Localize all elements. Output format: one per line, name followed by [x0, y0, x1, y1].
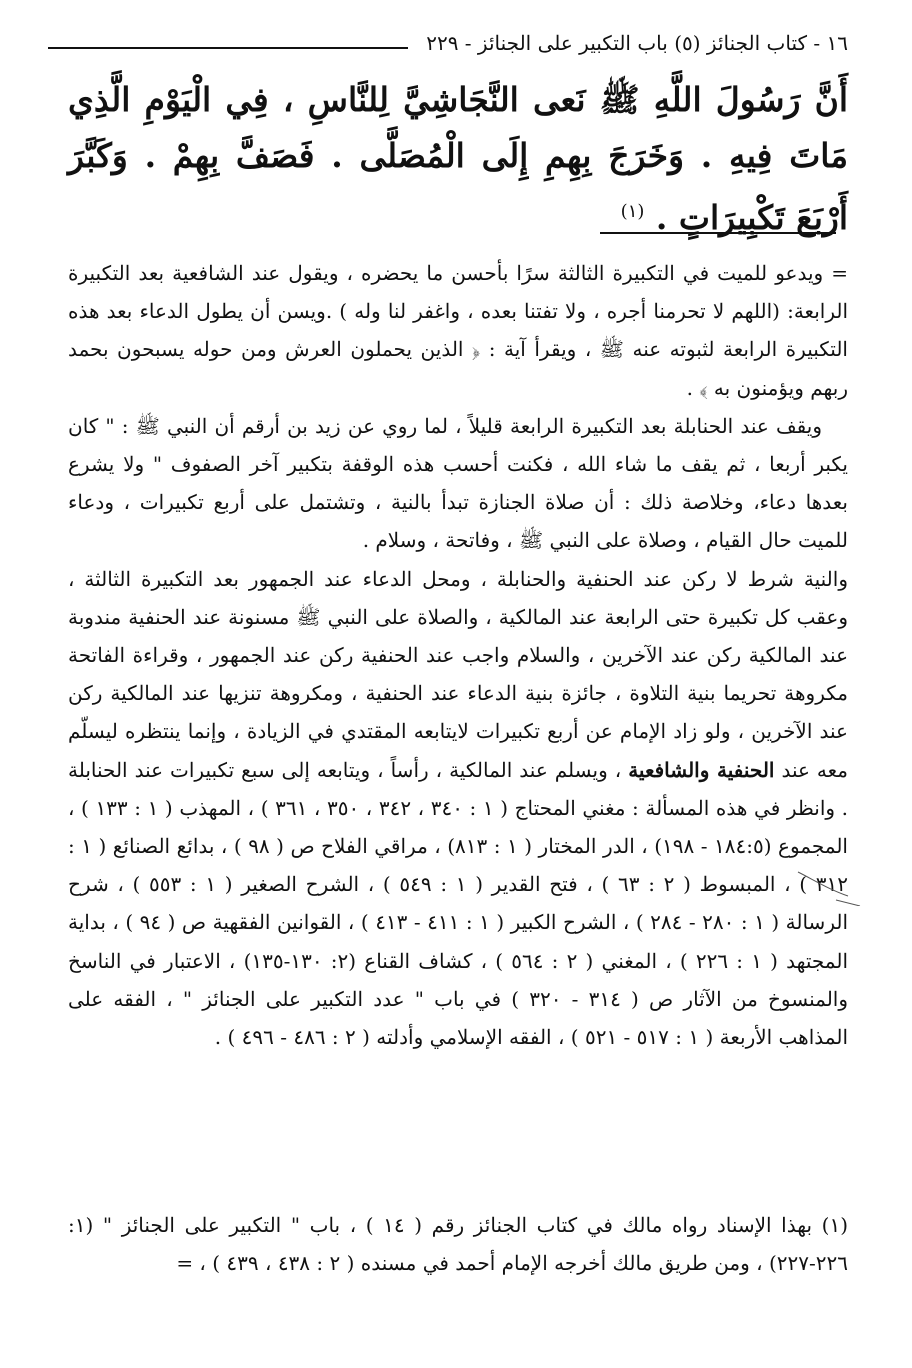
hadith-text: أَنَّ رَسُولَ اللَّهِ ﷺ نَعى النَّجَاشِيَّ لِلنَّاسِ ، فِي الْيَوْمِ الَّذِي مَاتَ فِيهِ . وَخَرَجَ بِهِمِ إِلَى الْمُصَلَّى . فَصَفَّ بِهِمْ . وَكَبَّرَ أَرْبَعَ تَكْبِيرَاتٍ .: [68, 80, 848, 237]
commentary-bold-schools: الحنفية والشافعية: [628, 757, 775, 782]
commentary-paragraph-3-part-2: ، ويسلم عند المالكية ، رأساً ، ويتابعه إلى سبع تكبيرات عند الحنابلة . وانظر في هذه المسألة : مغني المحتاج ( ١ : ٣٤٠ ، ٣٤٢ ، ٣٥٠ ، ٣٦١ ) ، المهذب ( ١ : ١٣٣ ) ، المجموع (١٨٤:٥ - ١٩٨) ، الدر المختار ( ١ : ٨١٣) ، مراقي الفلاح ص ( ٩٨ ) ، بدائع الصنائع ( ١ : ٣١٢ ) ، المبسوط ( ٢ : ٦٣ ) ، فتح القدير ( ١ : ٥٤٩ ) ، الشرح الصغير ( ١ : ٥٥٣ ) ، شرح الرسالة ( ١ : ٢٨٠ - ٢٨٤ ) ، الشرح الكبير ( ١ : ٤١١ - ٤١٣ ) ، القوانين الفقهية ص ( ٩٤ ) ، بداية المجتهد ( ١ : ٢٢٦ ) ، المغني ( ٢ : ٥٦٤ ) ، كشاف القناع (٢: ١٣٠-١٣٥) ، الاعتبار في الناسخ والمنسوخ من الآثار ص ( ٣١٤ - ٣٢٠ ) في باب " عدد التكبير على الجنائز " ، الفقه على المذاهب الأربعة ( ١ : ٥١٧ - ٥٢١ ) ، الفقه الإسلامي وأدلته ( ٢ : ٤٨٦ - ٤٩٦ ) .: [68, 757, 849, 1050]
commentary-paragraph-3: [68, 560, 848, 1057]
hadith-footnote-marker: (١): [620, 201, 645, 222]
pen-mark-decoration: [796, 866, 862, 906]
running-header: [48, 28, 848, 60]
footnotes-block: [68, 1206, 848, 1282]
commentary-block: [68, 254, 848, 1056]
hadith-text-block: [68, 72, 848, 246]
footnote-1: [68, 1206, 848, 1282]
footnote-1-text: بهذا الإسناد رواه مالك في كتاب الجنائز رقم ( ١٤ ) ، باب " التكبير على الجنائز " (١: ٢٢٦-٢٢٧) ، ومن طريق مالك أخرجه الإمام أحمد في مسنده ( ٢ : ٤٣٨ ، ٤٣٩ ) ، =: [68, 1213, 848, 1275]
commentary-paragraph-1: = ويدعو للميت في التكبيرة الثالثة سرًا بأحسن ما يحضره ، ويقول عند الشافعية بعد التكبيرة الرابعة: (اللهم لا تحرمنا أجره ، ولا تفتنا بعده ، واغفر لنا وله ) .ويسن أن يطول الدعاء بعد هذه التكبيرة الرابعة لثبوته عنه ﷺ ، ويقرأ آية : ﴿ الذين يحملون العرش ومن حوله يسبحون بحمد ربهم ويؤمنون به ﴾ .: [68, 261, 849, 400]
commentary-paragraph-3-part-1: والنية شرط لا ركن عند الحنفية والحنابلة ، ومحل الدعاء عند الجمهور بعد التكبيرة الثالثة ، وعقب كل تكبيرة حتى الرابعة عند المالكية ، والصلاة على النبي ﷺ مسنونة عند الحنفية مندوبة عند المالكية ركن عند الآخرين ، والسلام واجب عند الحنفية ركن عند الجمهور ، وقراءة الفاتحة مكروهة تحريما بنية التلاوة ، جائزة بنية الدعاء عند الحنفية ، ومكروهة تنزيها عند المالكية ركن عند الآخرين ، ولو زاد الإمام عن أربع تكبيرات لايتابعه المقتدي في الزيادة ، وإنما ينتظره ليسلّم معه عند: [68, 566, 849, 782]
commentary-paragraph-2: ويقف عند الحنابلة بعد التكبيرة الرابعة قليلاً ، لما روي عن زيد بن أرقم أن النبي ﷺ : " كان يكبر أربعا ، ثم يقف ما شاء الله ، فكنت أحسب هذه الوقفة بتكبير آخر الصفوف " ولا يشرع بعدها دعاء، وخلاصة ذلك : أن صلاة الجنازة تبدأ بالنية ، وتشتمل على أربع تكبيرات ، ودعاء للميت حال القيام ، وصلاة على النبي ﷺ ، وفاتحة ، وسلام .: [68, 413, 848, 553]
running-header-text: ١٦ - كتاب الجنائز (٥) باب التكبير على الجنائز - ٢٢٩: [426, 31, 848, 55]
footnote-1-marker: (١): [821, 1213, 849, 1237]
header-rule: [48, 47, 408, 49]
footnote-separator-rule: [600, 232, 836, 234]
